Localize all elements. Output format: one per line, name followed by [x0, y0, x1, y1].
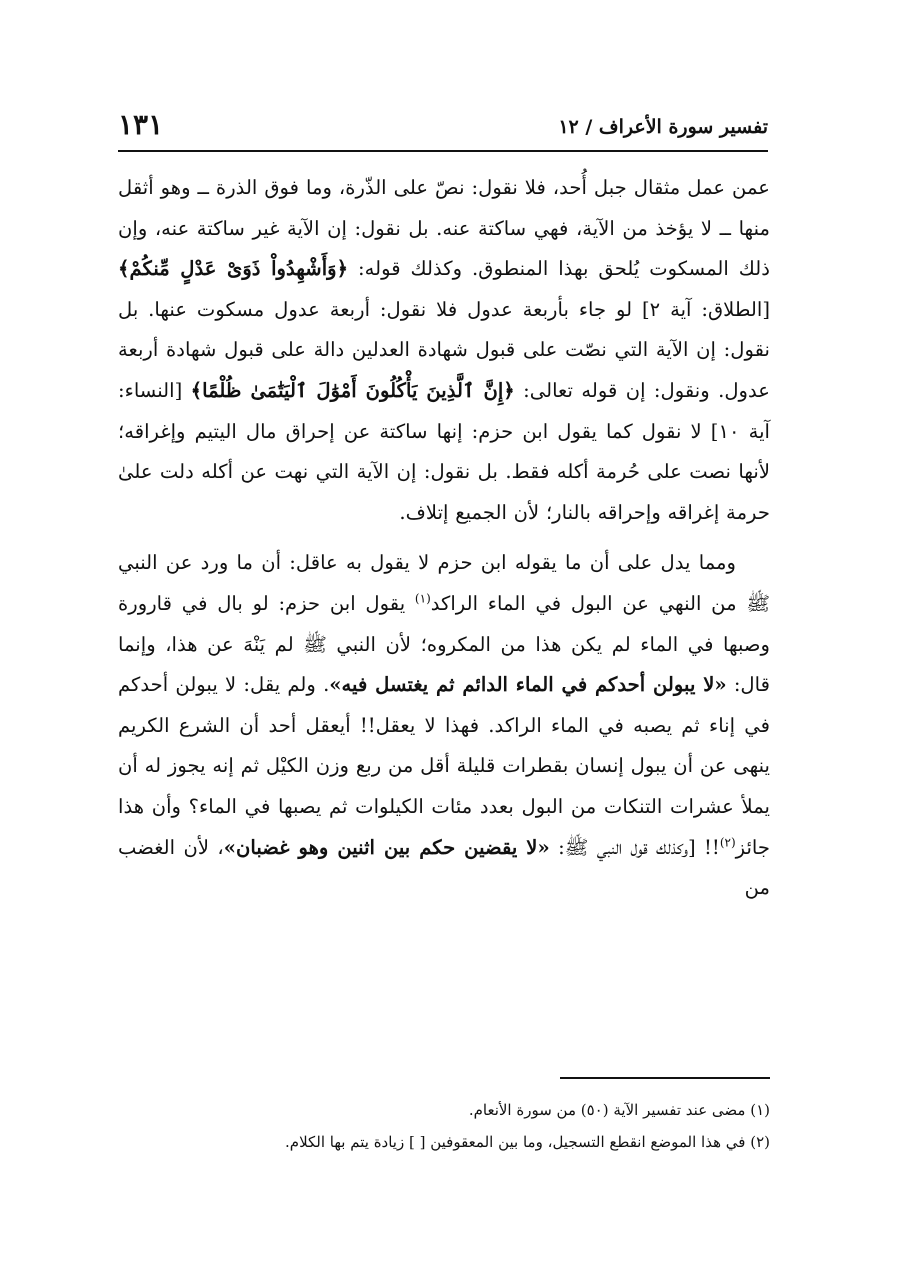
running-title: تفسير سورة الأعراف / ١٢ — [558, 116, 768, 138]
text-run: ومما يدل على أن ما يقوله ابن حزم لا يقول به عاقل: أن ما ورد عن النبي ﷺ من النهي عن البول في الماء الراكد — [118, 551, 770, 615]
text-run: !! [وكذلك قول النبي ﷺ: — [549, 835, 720, 859]
text-run: يقول ابن حزم: لو بال في قارورة وصبها في الماء لم يكن هذا من المكروه؛ لأن النبي ﷺ لم يَنْهَ عن هذا، وإنما قال: — [118, 591, 771, 697]
footnote-2: (٢) في هذا الموضع انقطع التسجيل، وما بين المعقوفين [ ] زيادة يتم بها الكلام. — [285, 1133, 770, 1151]
text-run: . ولم يقل: لا يبولن أحدكم في إناء ثم يصبه في الماء الراكد. فهذا لا يعقل!! أيعقل أحد أن الشرع الكريم ينهى عن أن يبول إنسان بقطرات قليلة أقل من ربع وزن الكيْل ثم إنه يجوز له أن يملأ عشرات التنكات من البول بعدد مئات الكيلوات ثم يصبها في الماء؟ وأن هذا جائز — [118, 673, 770, 859]
paragraph-2 — [118, 543, 770, 908]
footnote-ref-2[interactable]: (٢) — [719, 834, 736, 849]
quran-verse: ﴿إِنَّ ٱلَّذِينَ يَأْكُلُونَ أَمْوَٰلَ ٱلْيَتَٰمَىٰ ظُلْمًا﴾ — [190, 378, 515, 402]
page-header — [118, 108, 768, 152]
main-text — [118, 168, 770, 909]
footnote-1: (١) مضى عند تفسير الآية (٥٠) من سورة الأنعام. — [468, 1101, 770, 1119]
footnote-divider — [560, 1077, 770, 1079]
footnotes — [118, 1094, 770, 1158]
text-run: ، لأن الغضب من — [118, 835, 770, 900]
footnote-ref-1[interactable]: (١) — [414, 591, 431, 606]
hadith-quote: «لا يقضين حكم بين اثنين وهو غضبان» — [223, 835, 550, 859]
text-run: [النساء: آية ١٠] لا نقول كما يقول ابن حزم: إنها ساكتة عن إحراق مال اليتيم وإغراقه؛ لأنها نصت على حُرمة أكله فقط. بل نقول: إن الآية التي نهت عن أكله دلت علىٰ حرمة إغراقه وإحراقه بالنار؛ لأن الجميع إتلاف. — [118, 378, 770, 524]
text-run: عمن عمل مثقال جبل أُحد، فلا نقول: نصّ على الذّرة، وما فوق الذرة ــ وهو أثقل منها ــ لا يؤخذ من الآية، فهي ساكتة عنه. بل نقول: إن الآية غير ساكتة عنه، وإن ذلك المسكوت يُلحق بهذا المنطوق. وكذلك قوله: — [118, 176, 770, 281]
text-run: [الطلاق: آية ٢] لو جاء بأربعة عدول فلا نقول: أربعة عدول مسكوت عنها. بل نقول: إن الآية التي نصّت على قبول شهادة العدلين دالة على قبول شهادة أربعة عدول. ونقول: إن قوله تعالى: — [118, 297, 770, 402]
hadith-quote: «لا يبولن أحدكم في الماء الدائم ثم يغتسل فيه» — [329, 673, 727, 697]
paragraph-1 — [118, 168, 770, 533]
quran-verse: ﴿وَأَشْهِدُواْ ذَوَىْ عَدْلٍ مِّنكُمْ﴾ — [118, 257, 349, 281]
page-number: ١٣١ — [118, 108, 164, 141]
